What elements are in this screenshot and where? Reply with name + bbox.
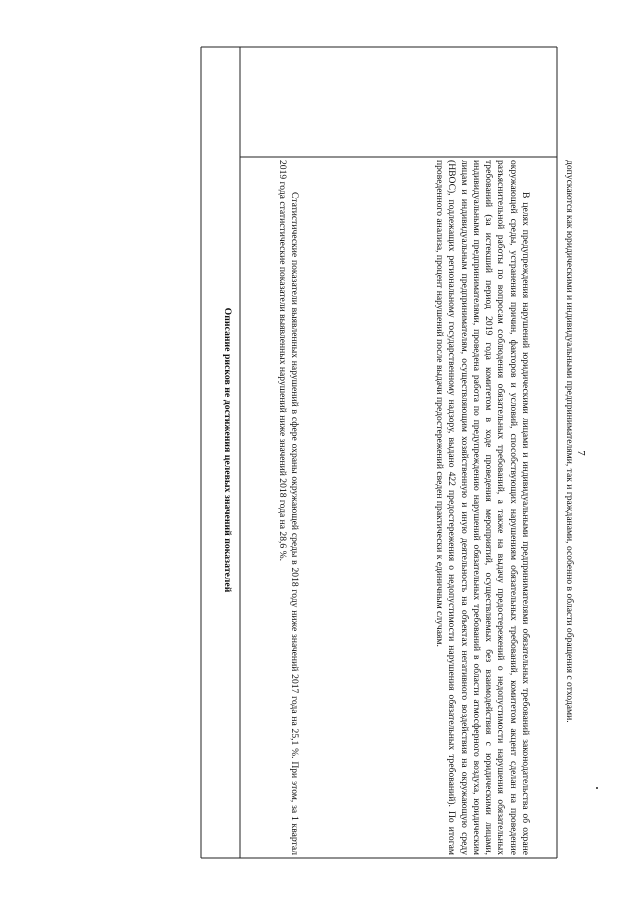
scan-speck <box>596 787 598 789</box>
paragraph-otkhody: допускаются как юридическими и индивидуальными предпринимателями, так и гражданами, особенно в области обращения с отходами. <box>564 160 575 723</box>
page-number: 7 <box>575 450 587 456</box>
section-heading: Описание рисков не достижения целевых значений показателей <box>222 307 233 593</box>
paragraph-preduprezhdenie: В целях предупреждения нарушений юридическими лицами и индивидуальными предпринимателями обязательных требований законодательства об охране окружающей среды, устранения причин, факторов и условий, способствующих нарушениям обязательных требований, комитетом акцент сделан на проведение разъяснительной работы по вопросам соблюдения обязательных требований, а также на выдачу предостережений о недопустимости нарушения обязательных требований (за истекший период 2019 года комитетом в ходе проведения мероприятий, осуществляемых без взаимодействия с юридическими лицами, индивидуальными предпринимателями, проведена работа по предупреждению нарушений обязательных требований в области атмосферного воздуха, юридическим лицам и индивидуальным предпринимателям, осуществляющим хозяйственную и иную деятельность на объектах негативного воздействия на окружающую среду (НВОС), подлежащих региональному государственному надзору, выдано 422 предостережения о недопустимости нарушения обязательных требований). По итогам проведенного анализа, процент нарушений после выдачи предостережений сведен практически к единичным случаям. <box>433 160 531 855</box>
paragraph-statistika: Статистические показатели выявленных нарушений в сфере охраны окружающей среды в 2018 году ниже значений 2017 года на 25,1 %. При этом, за 1 квартал 2019 года статистические показатели выявленных нарушений ниже значений 2018 года на 28,6 %. <box>276 160 300 855</box>
